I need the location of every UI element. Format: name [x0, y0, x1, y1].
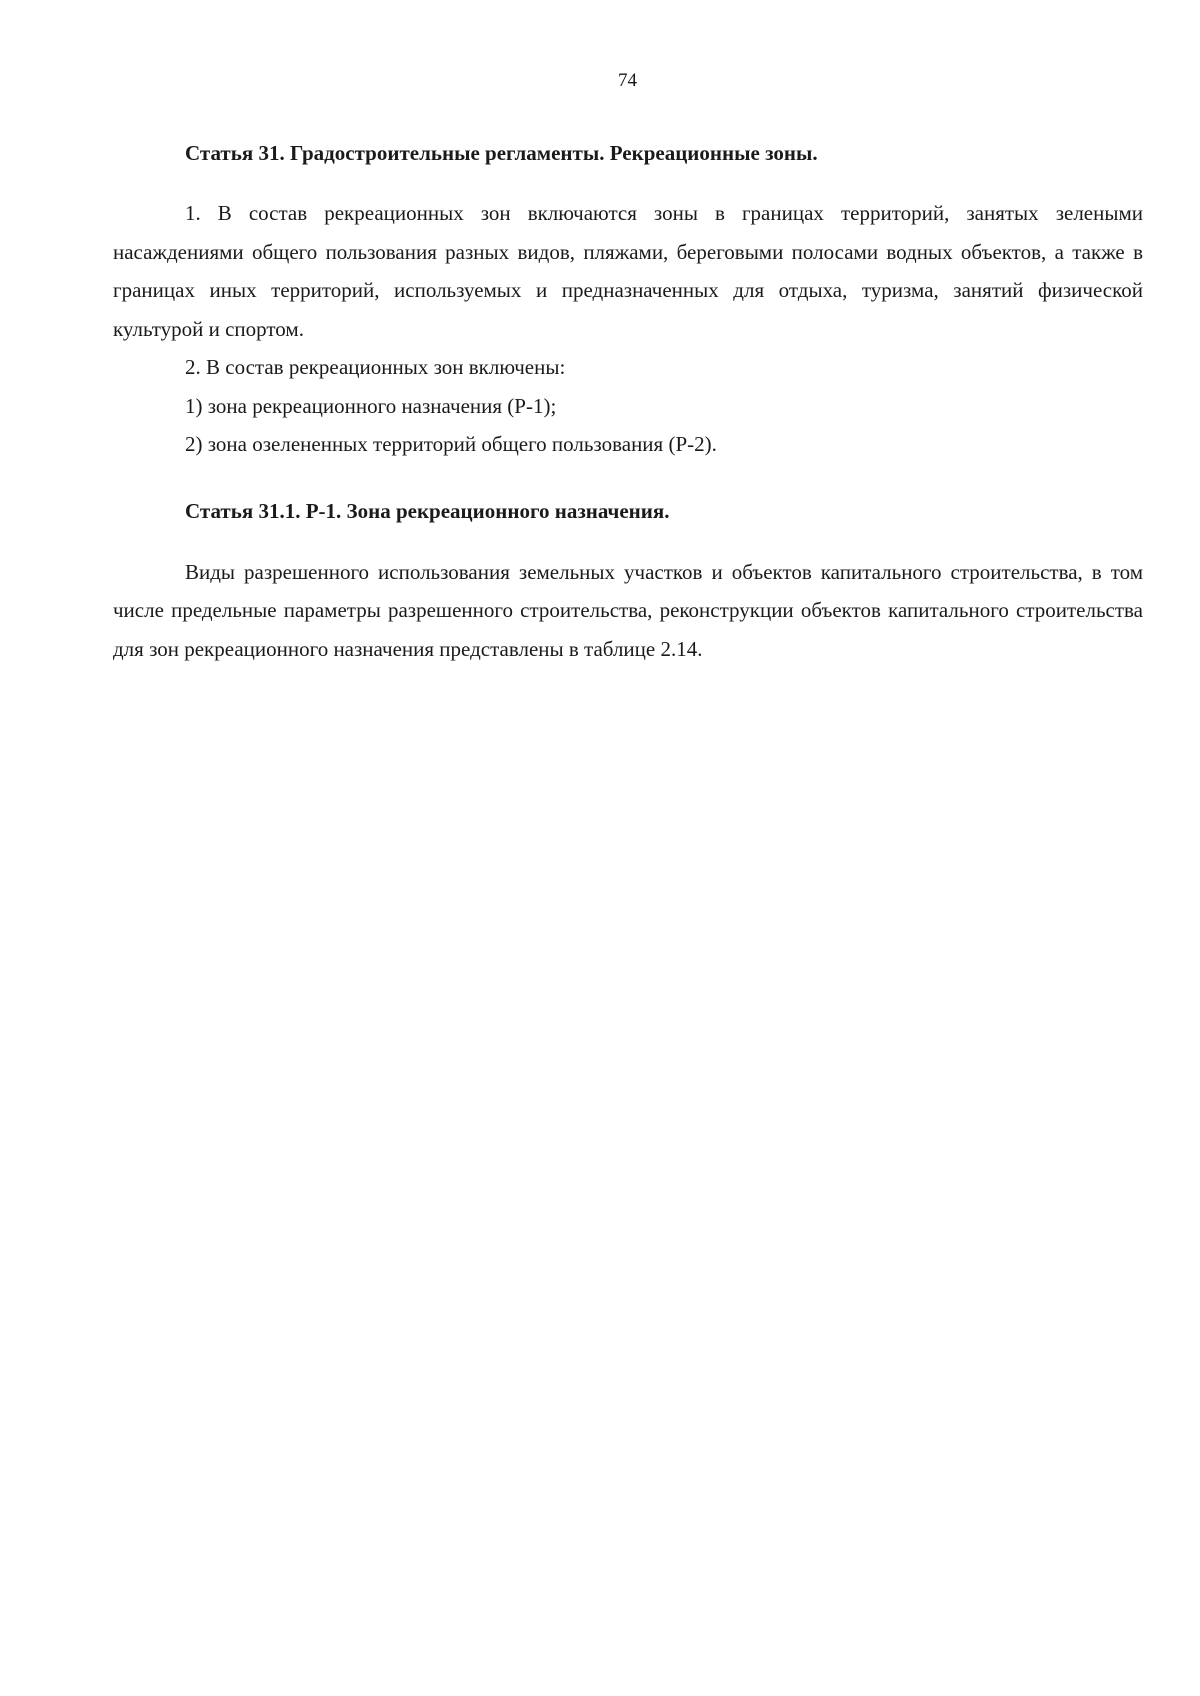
article-31-paragraph-2: 2. В состав рекреационных зон включены:	[185, 355, 566, 379]
article-31-list-item: 2) зона озелененных территорий общего пользования (Р-2).	[185, 432, 717, 456]
article-31-1-title: Статья 31.1. Р-1. Зона рекреационного назначения.	[185, 498, 670, 523]
article-31	[113, 138, 1143, 464]
article-31-paragraph-1: 1. В состав рекреационных зон включаются зоны в границах территорий, занятых зелеными насаждениями общего пользования разных видов, пляжами, береговыми полосами водных объектов, а также в границах иных территорий, используемых и предназначенных для отдыха, туризма, занятий физической культурой и спортом.	[113, 201, 1143, 341]
page-number: 74	[618, 70, 637, 91]
article-31-title: Статья 31. Градостроительные регламенты. Рекреационные зоны.	[185, 141, 818, 165]
article-31-1-paragraph-1: Виды разрешенного использования земельных участков и объектов капитального строительства, в том числе предельные параметры разрешенного строительства, реконструкции объектов капитального строительства для зон рекреационного назначения представлены в таблице 2.14.	[113, 559, 1143, 661]
page-content	[113, 138, 1143, 668]
article-31-1	[113, 496, 1143, 669]
article-31-list-item: 1) зона рекреационного назначения (Р-1);	[185, 393, 557, 418]
